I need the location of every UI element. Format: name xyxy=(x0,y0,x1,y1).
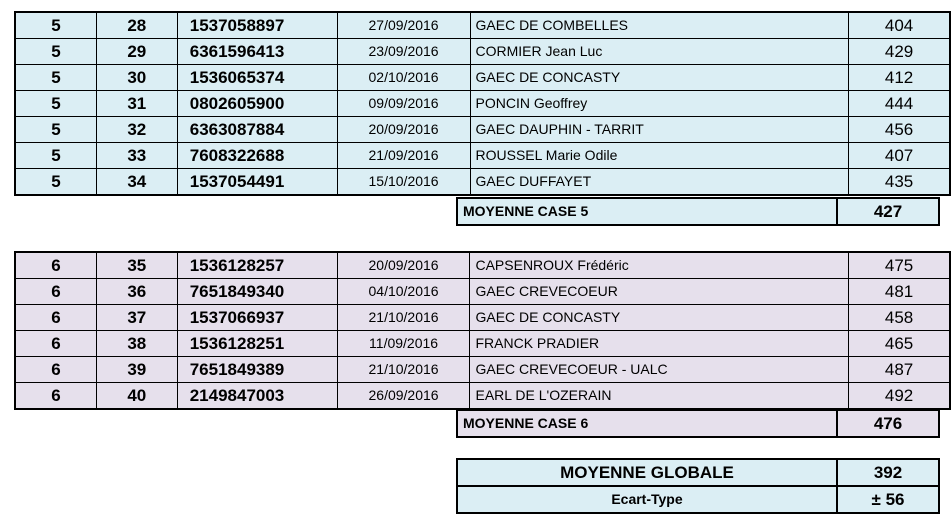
value-cell: 465 xyxy=(849,331,950,357)
number-cell: 35 xyxy=(96,252,177,279)
number-cell: 28 xyxy=(96,12,177,39)
case6-average xyxy=(456,409,940,438)
date-cell: 21/10/2016 xyxy=(337,305,470,331)
table-row xyxy=(15,252,950,279)
number-cell: 29 xyxy=(96,39,177,65)
table-row xyxy=(15,383,950,410)
value-cell: 475 xyxy=(849,252,950,279)
date-cell: 02/10/2016 xyxy=(337,65,470,91)
id-cell: 7651849389 xyxy=(177,357,337,383)
number-cell: 30 xyxy=(96,65,177,91)
stddev-row xyxy=(457,486,939,513)
number-cell: 37 xyxy=(96,305,177,331)
table-row xyxy=(15,305,950,331)
stddev-label: Ecart-Type xyxy=(457,486,837,513)
id-cell: 1536128251 xyxy=(177,331,337,357)
value-cell: 412 xyxy=(849,65,950,91)
global-average-row xyxy=(457,459,939,486)
case5-average-row xyxy=(457,198,939,225)
table-row xyxy=(15,169,950,196)
date-cell: 21/10/2016 xyxy=(337,357,470,383)
name-cell: GAEC DUFFAYET xyxy=(470,169,849,196)
id-cell: 1537058897 xyxy=(177,12,337,39)
stddev-value: ± 56 xyxy=(837,486,939,513)
id-cell: 1537066937 xyxy=(177,305,337,331)
value-cell: 429 xyxy=(849,39,950,65)
name-cell: GAEC CREVECOEUR - UALC xyxy=(470,357,849,383)
number-cell: 39 xyxy=(96,357,177,383)
case6-average-row xyxy=(457,410,939,437)
name-cell: GAEC DAUPHIN - TARRIT xyxy=(470,117,849,143)
case6-average-label: MOYENNE CASE 6 xyxy=(457,410,837,437)
id-cell: 1537054491 xyxy=(177,169,337,196)
id-cell: 1536065374 xyxy=(177,65,337,91)
date-cell: 20/09/2016 xyxy=(337,252,470,279)
name-cell: GAEC DE CONCASTY xyxy=(470,305,849,331)
case-cell: 5 xyxy=(15,143,96,169)
number-cell: 40 xyxy=(96,383,177,410)
name-cell: PONCIN Geoffrey xyxy=(470,91,849,117)
table-row xyxy=(15,279,950,305)
global-average-label: MOYENNE GLOBALE xyxy=(457,459,837,486)
number-cell: 32 xyxy=(96,117,177,143)
table-row xyxy=(15,12,950,39)
case-cell: 6 xyxy=(15,331,96,357)
id-cell: 2149847003 xyxy=(177,383,337,410)
value-cell: 487 xyxy=(849,357,950,383)
case-cell: 6 xyxy=(15,383,96,410)
name-cell: GAEC CREVECOEUR xyxy=(470,279,849,305)
date-cell: 11/09/2016 xyxy=(337,331,470,357)
value-cell: 456 xyxy=(849,117,950,143)
name-cell: FRANCK PRADIER xyxy=(470,331,849,357)
table-row xyxy=(15,331,950,357)
date-cell: 09/09/2016 xyxy=(337,91,470,117)
name-cell: EARL DE L'OZERAIN xyxy=(470,383,849,410)
date-cell: 15/10/2016 xyxy=(337,169,470,196)
case-cell: 6 xyxy=(15,305,96,331)
date-cell: 21/09/2016 xyxy=(337,143,470,169)
date-cell: 20/09/2016 xyxy=(337,117,470,143)
name-cell: GAEC DE CONCASTY xyxy=(470,65,849,91)
case-cell: 5 xyxy=(15,117,96,143)
number-cell: 33 xyxy=(96,143,177,169)
value-cell: 444 xyxy=(849,91,950,117)
case6-average-value: 476 xyxy=(837,410,939,437)
case6-table xyxy=(14,251,951,410)
number-cell: 34 xyxy=(96,169,177,196)
id-cell: 6363087884 xyxy=(177,117,337,143)
global-summary xyxy=(456,458,940,514)
case5-average-label: MOYENNE CASE 5 xyxy=(457,198,837,225)
table-row xyxy=(15,357,950,383)
number-cell: 31 xyxy=(96,91,177,117)
name-cell: CAPSENROUX Frédéric xyxy=(470,252,849,279)
table-row xyxy=(15,143,950,169)
name-cell: ROUSSEL Marie Odile xyxy=(470,143,849,169)
case-cell: 6 xyxy=(15,279,96,305)
table-row xyxy=(15,65,950,91)
date-cell: 26/09/2016 xyxy=(337,383,470,410)
date-cell: 27/09/2016 xyxy=(337,12,470,39)
case5-body xyxy=(15,12,950,195)
value-cell: 492 xyxy=(849,383,950,410)
case6-body xyxy=(15,252,950,409)
case5-table xyxy=(14,11,951,196)
number-cell: 36 xyxy=(96,279,177,305)
value-cell: 404 xyxy=(849,12,950,39)
id-cell: 7651849340 xyxy=(177,279,337,305)
number-cell: 38 xyxy=(96,331,177,357)
case-cell: 5 xyxy=(15,39,96,65)
case-cell: 5 xyxy=(15,91,96,117)
table-row xyxy=(15,117,950,143)
name-cell: GAEC DE COMBELLES xyxy=(470,12,849,39)
date-cell: 23/09/2016 xyxy=(337,39,470,65)
id-cell: 0802605900 xyxy=(177,91,337,117)
table-row xyxy=(15,39,950,65)
case-cell: 5 xyxy=(15,169,96,196)
id-cell: 1536128257 xyxy=(177,252,337,279)
value-cell: 407 xyxy=(849,143,950,169)
case-cell: 5 xyxy=(15,12,96,39)
global-average-value: 392 xyxy=(837,459,939,486)
case5-average xyxy=(456,197,940,226)
case5-average-value: 427 xyxy=(837,198,939,225)
name-cell: CORMIER Jean Luc xyxy=(470,39,849,65)
id-cell: 6361596413 xyxy=(177,39,337,65)
id-cell: 7608322688 xyxy=(177,143,337,169)
value-cell: 435 xyxy=(849,169,950,196)
case-cell: 6 xyxy=(15,357,96,383)
table-row xyxy=(15,91,950,117)
case-cell: 5 xyxy=(15,65,96,91)
value-cell: 458 xyxy=(849,305,950,331)
date-cell: 04/10/2016 xyxy=(337,279,470,305)
case-cell: 6 xyxy=(15,252,96,279)
value-cell: 481 xyxy=(849,279,950,305)
